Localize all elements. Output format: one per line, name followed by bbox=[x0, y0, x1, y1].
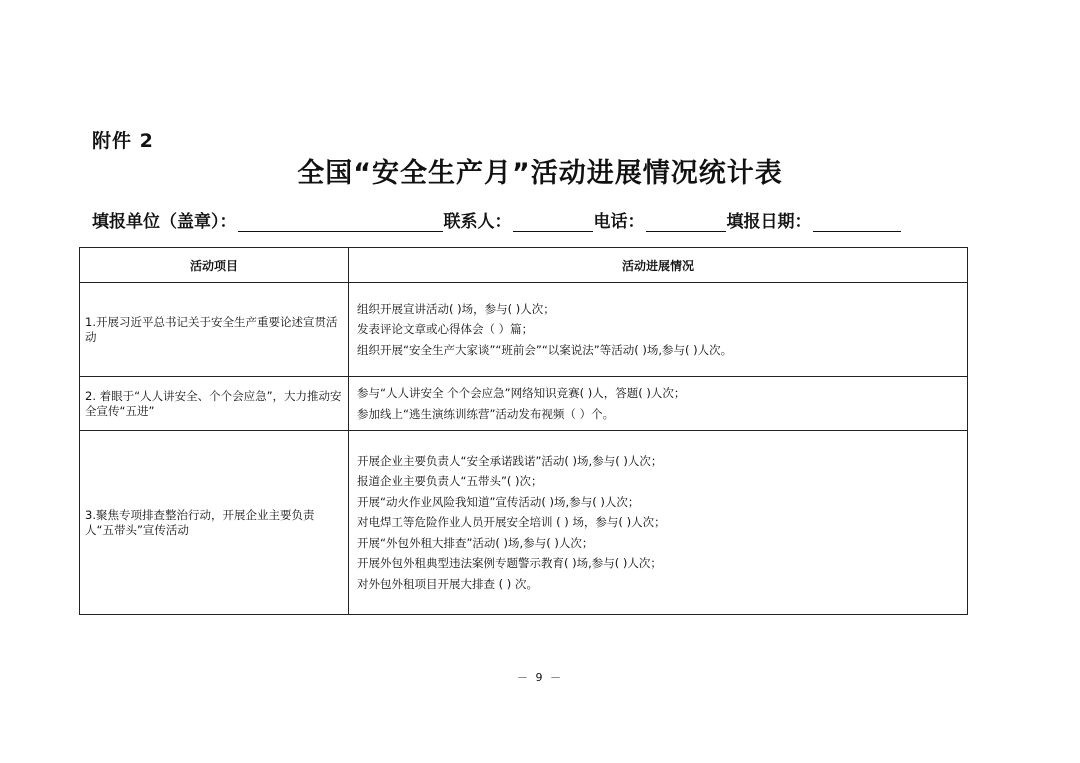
table-row bbox=[80, 431, 968, 615]
activity-item-cell: 2. 着眼于“人人讲安全、个个会应急”，大力推动安全宣传“五进” bbox=[80, 377, 349, 431]
activity-progress-cell bbox=[349, 283, 968, 377]
page-number: － 9 － bbox=[517, 671, 563, 684]
unit-label: 填报单位（盖章）： bbox=[92, 212, 237, 232]
progress-line: 对电焊工等危险作业人员开展安全培训 ( ) 场，参与( )人次； bbox=[357, 515, 666, 530]
date-label: 填报日期： bbox=[726, 212, 812, 232]
progress-line: 开展“外包外租大排查”活动( )场,参与( )人次； bbox=[357, 535, 594, 550]
table-header-row bbox=[80, 248, 968, 283]
contact-label: 联系人： bbox=[443, 212, 512, 232]
phone-blank[interactable] bbox=[646, 211, 726, 232]
unit-blank[interactable] bbox=[238, 211, 443, 232]
table-row bbox=[80, 283, 968, 377]
activity-progress-cell bbox=[349, 377, 968, 431]
statistics-table bbox=[79, 247, 968, 615]
activity-progress-cell bbox=[349, 431, 968, 615]
progress-line: 开展“动火作业风险我知道”宣传活动( )场,参与( )人次； bbox=[357, 494, 640, 509]
progress-line: 组织开展“安全生产大家谈”“班前会”“以案说法”等活动( )场,参与( )人次。 bbox=[357, 342, 733, 357]
progress-line: 报道企业主要负责人“五带头”( )次； bbox=[357, 474, 543, 489]
phone-label: 电话： bbox=[593, 212, 645, 232]
progress-line: 发表评论文章或心得体会（ ）篇； bbox=[357, 322, 534, 337]
progress-line: 参与“人人讲安全 个个会应急”网络知识竞赛( )人，答题( )人次； bbox=[357, 386, 686, 400]
header-activity-item: 活动项目 bbox=[80, 248, 349, 283]
activity-item-cell: 3.聚焦专项排查整治行动，开展企业主要负责人“五带头”宣传活动 bbox=[80, 431, 349, 615]
activity-item-cell: 1.开展习近平总书记关于安全生产重要论述宣贯活动 bbox=[80, 283, 349, 377]
page-title: 全国“安全生产月”活动进展情况统计表 bbox=[297, 158, 783, 189]
header-activity-progress: 活动进展情况 bbox=[349, 248, 968, 283]
progress-line: 组织开展宣讲活动( )场，参与( )人次； bbox=[357, 301, 555, 316]
contact-blank[interactable] bbox=[513, 211, 593, 232]
form-fill-line bbox=[92, 207, 902, 232]
attachment-label: 附件 2 bbox=[92, 130, 154, 152]
progress-line: 开展外包外租典型违法案例专题警示教育( )场,参与( )人次； bbox=[357, 556, 662, 571]
progress-line: 开展企业主要负责人“安全承诺践诺”活动( )场,参与( )人次； bbox=[357, 453, 663, 468]
progress-line: 参加线上“逃生演练训练营”活动发布视频（ ）个。 bbox=[357, 406, 615, 421]
table-row bbox=[80, 377, 968, 431]
date-blank[interactable] bbox=[813, 211, 901, 232]
progress-line: 对外包外租项目开展大排查 ( ) 次。 bbox=[357, 576, 538, 591]
